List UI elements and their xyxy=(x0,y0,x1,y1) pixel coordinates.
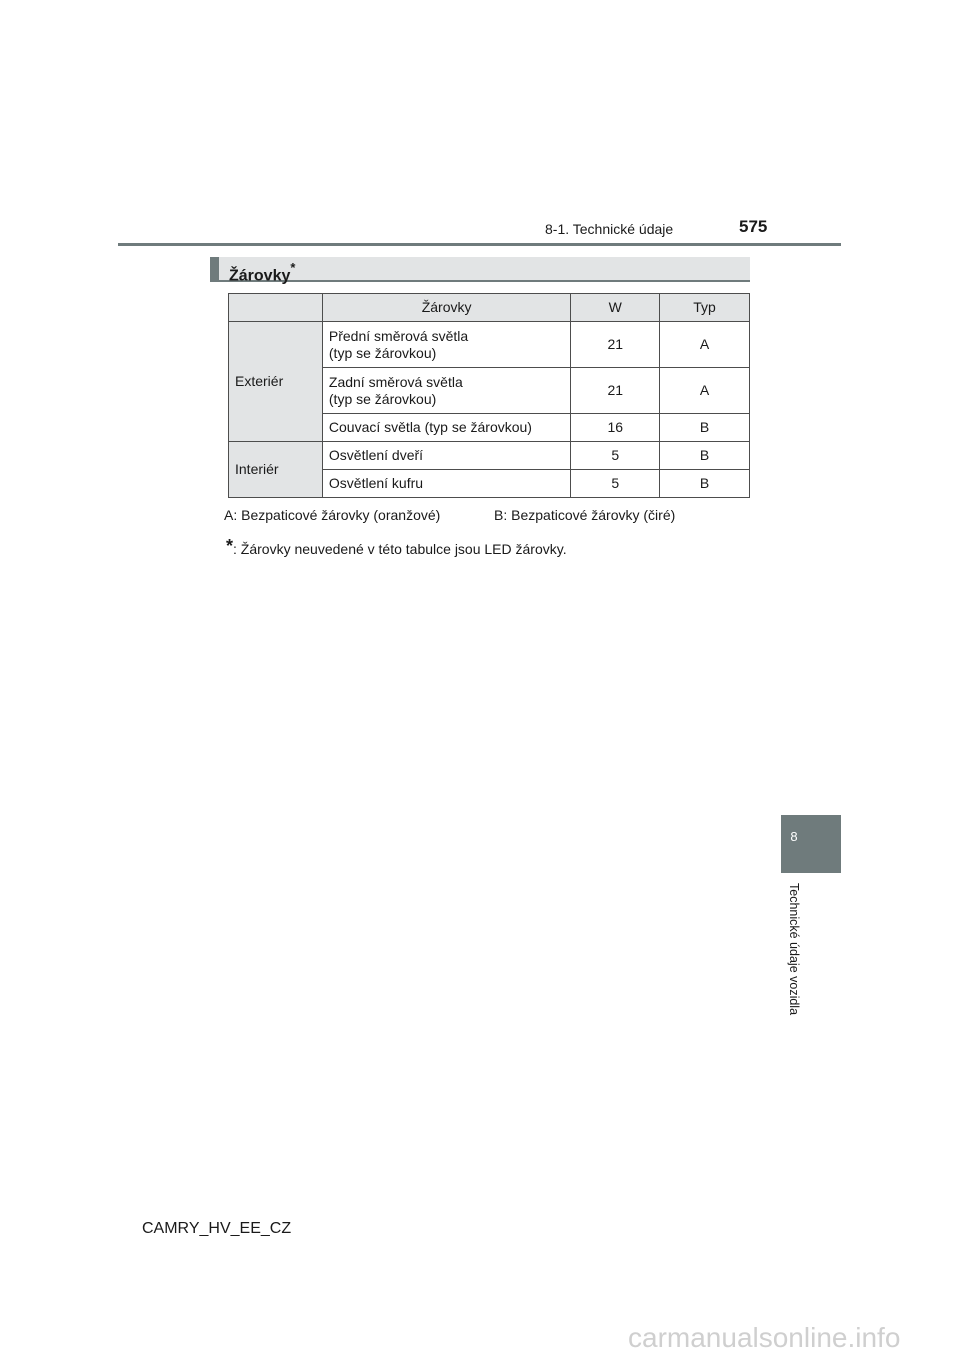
category-cell-interior: Interiér xyxy=(229,442,323,498)
bulb-name-line: (typ se žárovkou) xyxy=(328,344,437,361)
chapter-title: Technické údaje vozidla xyxy=(787,883,801,1016)
table-row xyxy=(229,322,750,368)
type-cell: B xyxy=(660,470,750,498)
type-cell: B xyxy=(660,414,750,442)
column-header-category xyxy=(229,294,323,322)
document-code: CAMRY_HV_EE_CZ xyxy=(142,1220,292,1237)
type-legend xyxy=(224,507,676,524)
footnote xyxy=(226,536,567,558)
bulb-name-cell: Couvací světla (typ se žárovkou) xyxy=(322,414,570,442)
bulb-table xyxy=(228,293,750,498)
heading-title: Žárovky xyxy=(229,267,291,285)
bulb-name-cell: Osvětlení dveří xyxy=(322,442,570,470)
section-title: 8-1. Technické údaje xyxy=(545,221,674,237)
page-number: 575 xyxy=(739,217,768,236)
watt-cell: 5 xyxy=(571,442,660,470)
watt-cell: 16 xyxy=(571,414,660,442)
column-header-type: Typ xyxy=(660,294,750,322)
table-header-row xyxy=(229,294,750,322)
column-header-bulbs: Žárovky xyxy=(322,294,570,322)
heading-footnote-marker: * xyxy=(290,260,296,275)
bulb-name-cell xyxy=(322,368,570,414)
type-cell: A xyxy=(660,368,750,414)
footnote-text: : Žárovky neuvedené v této tabulce jsou LED žárovky. xyxy=(233,541,567,557)
bulb-name-line: Zadní směrová světla xyxy=(328,373,463,390)
bulb-name-cell xyxy=(322,322,570,368)
footnote-marker: * xyxy=(226,536,234,556)
watt-cell: 21 xyxy=(571,322,660,368)
bulb-name-line: Přední směrová světla xyxy=(328,327,469,344)
bulb-name-cell: Osvětlení kufru xyxy=(322,470,570,498)
watermark: carmanualsonline.info xyxy=(628,1322,901,1353)
legend-type-b: B: Bezpaticové žárovky (čiré) xyxy=(494,507,676,523)
legend-type-a: A: Bezpaticové žárovky (oranžové) xyxy=(224,507,441,523)
table-row xyxy=(229,442,750,470)
watt-cell: 21 xyxy=(571,368,660,414)
section-heading-bar xyxy=(210,257,750,285)
category-cell-exterior: Exteriér xyxy=(229,322,323,442)
bulb-name-line: (typ se žárovkou) xyxy=(328,390,437,407)
type-cell: B xyxy=(660,442,750,470)
header-rule xyxy=(118,243,841,246)
chapter-number: 8 xyxy=(790,829,798,844)
chapter-tab xyxy=(781,815,841,873)
type-cell: A xyxy=(660,322,750,368)
section-heading xyxy=(229,260,295,285)
column-header-watt: W xyxy=(571,294,660,322)
watt-cell: 5 xyxy=(571,470,660,498)
